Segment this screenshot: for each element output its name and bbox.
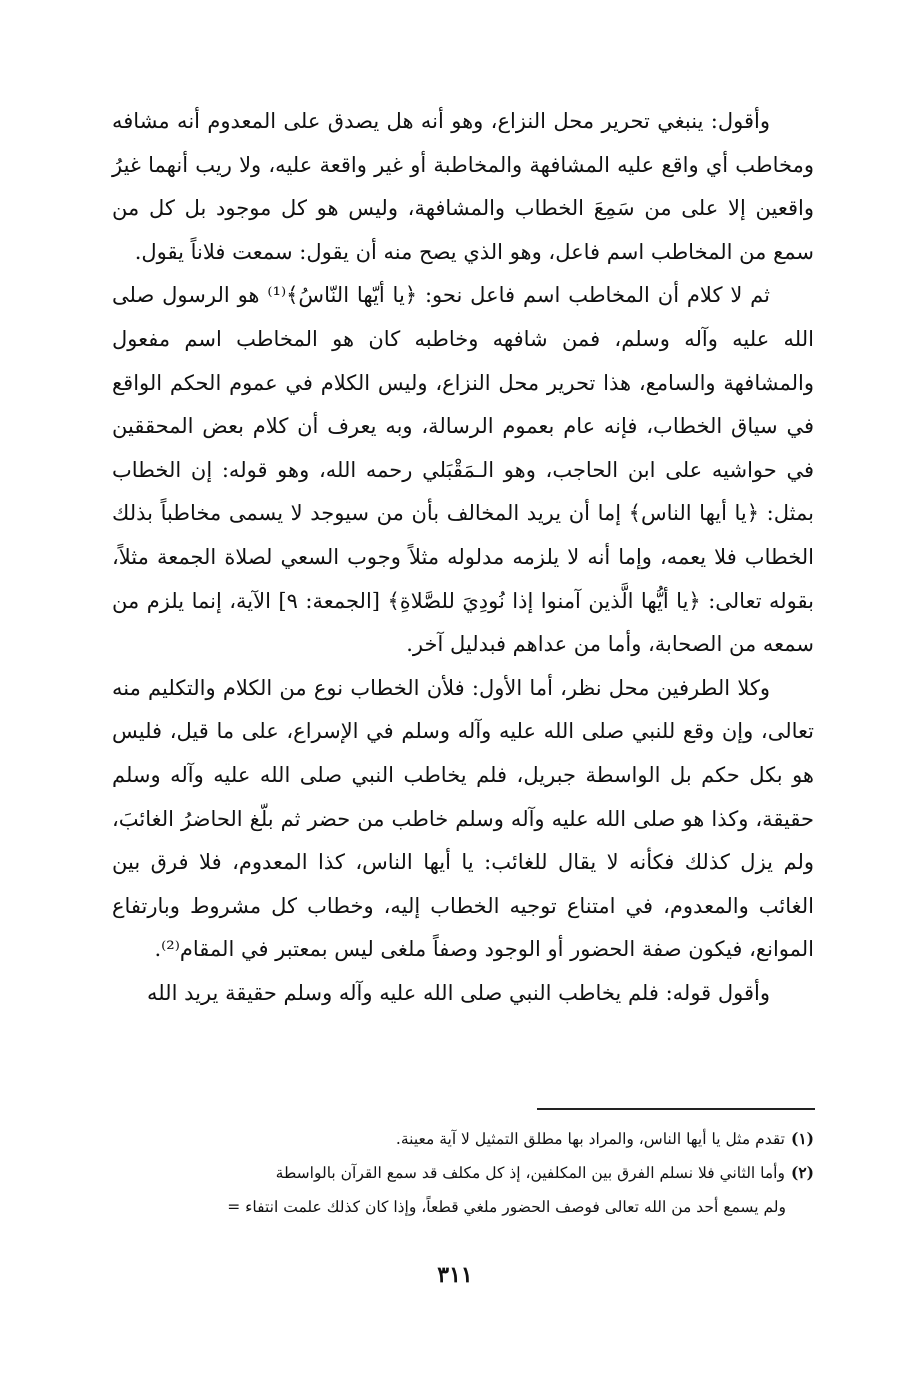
footnotes-block xyxy=(112,1122,814,1224)
footnote-1-text: تقدم مثل يا أيها الناس، والمراد بها مطلق التمثيل لا آية معينة. xyxy=(395,1130,785,1148)
footnote-1 xyxy=(112,1122,814,1156)
paragraph-3: وكلا الطرفين محل نظر، أما الأول: فلأن الخطاب نوع من الكلام والتكليم منه تعالى، وإن وقع للنبي صلى الله عليه وآله وسلم في الإسراع، على ما قيل، فليس هو بكل حكم بل الواسطة جبريل، فلم يخاطب النبي صلى الله عليه وآله وسلم حقيقة، وكذا هو صلى الله عليه وآله وسلم خاطب من حضر ثم بلّغ الحاضرُ الغائبَ، ولم يزل كذلك فكأنه لا يقال للغائب: يا أيها الناس، كذا المعدوم، فلا فرق بين الغائب والمعدوم، في امتناع توجيه الخطاب إليه، وخطاب كل مشروط وبارتفاع الموانع، فيكون صفة الحضور أو الوجود وصفاً ملغى ليس بمعتبر في المقام⁽²⁾. xyxy=(112,675,814,962)
page-number: ٣١١ xyxy=(437,1262,473,1288)
footnote-divider xyxy=(537,1108,815,1110)
footnote-1-number: (١) xyxy=(790,1129,814,1148)
footnote-2-continuation: ولم يسمع أحد من الله تعالى فوصف الحضور ملغي قطعاً، وإذا كان كذلك علمت انتفاء = xyxy=(227,1198,786,1216)
footnote-2 xyxy=(112,1156,814,1190)
paragraph-2: ثم لا كلام أن المخاطب اسم فاعل نحو: ﴿يا أيّها النّاسُ﴾⁽¹⁾ هو الرسول صلى الله عليه وآله وسلم، فمن شافهه وخاطبه كان هو المخاطب اسم مفعول والمشافهة والسامع، هذا تحرير محل النزاع، وليس الكلام في عموم الحكم الواقع في سياق الخطاب، فإنه عام بعموم الرسالة، وبه يعرف أن كلام بعض المحققين في حواشيه على ابن الحاجب، وهو الـمَقْبَلي رحمه الله، وهو قوله: إن الخطاب بمثل: ﴿يا أيها الناس﴾ إما أن يريد المخالف بأن من سيوجد لا يسمى مخاطباً بذلك الخطاب فلا يعمه، وإما أنه لا يلزمه مدلوله مثلاً وجوب السعي لصلاة الجمعة مثلاً، بقوله تعالى: ﴿يا أيُّها الَّذين آمنوا إذا نُودِيَ للصَّلاةِ﴾ [الجمعة: ٩] الآية، إنما يلزم من سمعه من الصحابة، وأما من عداهم فبدليل آخر. xyxy=(112,283,814,657)
paragraph-4: وأقول قوله: فلم يخاطب النبي صلى الله عليه وآله وسلم حقيقة يريد الله xyxy=(146,980,770,1005)
footnote-2-number: (٢) xyxy=(790,1163,814,1182)
footnote-2-text: وأما الثاني فلا نسلم الفرق بين المكلفين، إذ كل مكلف قد سمع القرآن بالواسطة xyxy=(275,1164,785,1182)
paragraph-1: وأقول: ينبغي تحرير محل النزاع، وهو أنه هل يصدق على المعدوم أنه مشافه ومخاطب أي واقع عليه المشافهة والمخاطبة أو غير واقعة عليه، ولا ريب أنهما غيرُ واقعين إلا على من سَمِعَ الخطاب والمشافهة، وليس هو كل موجود بل كل من سمع من المخاطب اسم فاعل، وهو الذي يصح منه أن يقول: سمعت فلاناً يقول. xyxy=(112,109,814,264)
main-text-block xyxy=(112,100,814,1015)
